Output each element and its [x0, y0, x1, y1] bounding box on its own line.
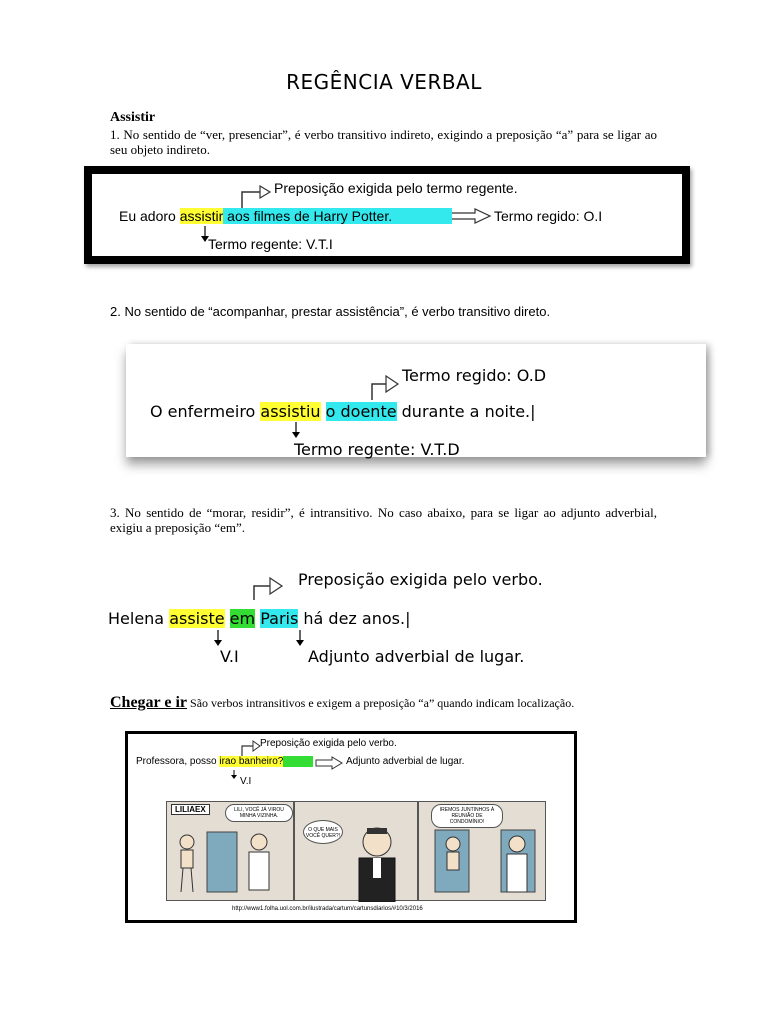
comic-strip	[166, 801, 546, 901]
comic-panel-2	[294, 801, 418, 901]
fig3-suffix: há dez anos.	[298, 609, 406, 628]
chegar-paragraph	[110, 694, 574, 712]
fig1-prefix: Eu adoro	[119, 208, 180, 224]
figure-assistir-vti	[84, 166, 690, 264]
comic-panel-3	[418, 801, 546, 901]
fig2-sentence: O enfermeiro assistiu o doente durante a noite.|	[150, 402, 536, 421]
fig2-verb: assistiu	[260, 402, 321, 421]
fig4-top-label: Preposição exigida pelo verbo.	[260, 738, 397, 749]
fig2-suffix: durante a noite.	[396, 402, 531, 421]
fig2-prefix: O enfermeiro	[150, 402, 261, 421]
fig2-regente: Termo regente: V.T.D	[294, 440, 460, 459]
comic-character-2	[295, 802, 419, 902]
figure-assistir-vi	[108, 560, 568, 670]
page-title: REGÊNCIA VERBAL	[286, 70, 482, 94]
section-heading-chegar: Chegar e ir	[110, 694, 188, 711]
fig3-adjunto: Adjunto adverbial de lugar.	[308, 647, 525, 666]
fig4-prefix: Professora, posso	[136, 756, 220, 767]
fig4-verb: ir	[219, 756, 225, 767]
paragraph-item-1: 1. No sentido de “ver, presenciar”, é verbo transitivo indireto, exigindo a preposição “a” para se ligar ao seu objeto indireto.	[110, 127, 657, 157]
fig4-object: ao banheiro?	[224, 756, 284, 767]
fig3-prefix: Helena	[108, 609, 170, 628]
chegar-text: São verbos intransitivos e exigem a preposição “a” quando indicam localização.	[187, 696, 575, 710]
fig3-place: Paris	[260, 609, 299, 628]
fig1-regido: Termo regido: O.I	[494, 208, 603, 224]
fig4-vi: V.I	[240, 776, 252, 787]
fig4-adjunto: Adjunto adverbial de lugar.	[346, 756, 465, 767]
fig3-prep: em	[229, 609, 256, 628]
figure-chegar-ir	[125, 731, 577, 923]
comic-characters-3	[419, 802, 547, 902]
fig1-sentence	[119, 208, 452, 224]
comic-bubble-3: IREMOS JUNTINHOS À REUNIÃO DE CONDOMÍNIO!	[431, 804, 503, 828]
paragraph-item-3: 3. No sentido de “morar, residir”, é intransitivo. No caso abaixo, para se ligar ao adjunto adverbial, exigiu a preposição “em”.	[110, 505, 657, 535]
fig3-verb: assiste	[169, 609, 225, 628]
comic-source: http://www1.folha.uol.com.br/ilustrada/cartum/cartunsdiarios/#10/3/2016	[232, 906, 423, 912]
section-heading-assistir: Assistir	[110, 110, 156, 125]
fig1-top-label: Preposição exigida pelo termo regente.	[274, 180, 518, 196]
fig1-verb: assistir	[179, 208, 224, 224]
fig2-object: o doente	[325, 402, 397, 421]
fig1-object: aos filmes de Harry Potter.	[223, 208, 452, 224]
paragraph-item-2: 2. No sentido de “acompanhar, prestar assistência”, é verbo transitivo direto.	[110, 304, 551, 319]
comic-characters-1	[167, 802, 295, 902]
comic-brand: LILIAEX	[171, 804, 210, 815]
fig3-vi: V.I	[220, 647, 239, 666]
comic-panel-1	[166, 801, 294, 901]
comic-bubble-2: O QUE MAIS VOCÊ QUER?!	[303, 820, 343, 844]
fig4-sentence	[136, 756, 313, 767]
fig3-sentence: Helena assiste em Paris há dez anos.|	[108, 609, 411, 628]
figure-assistir-vtd	[126, 344, 706, 457]
fig2-top-label: Termo regido: O.D	[402, 366, 547, 385]
comic-bubble-1: LILI, VOCÊ JÁ VIROU MINHA VIZINHA.	[225, 804, 293, 822]
fig3-top-label: Preposição exigida pelo verbo.	[298, 570, 543, 589]
fig1-regente: Termo regente: V.T.I	[208, 236, 333, 252]
